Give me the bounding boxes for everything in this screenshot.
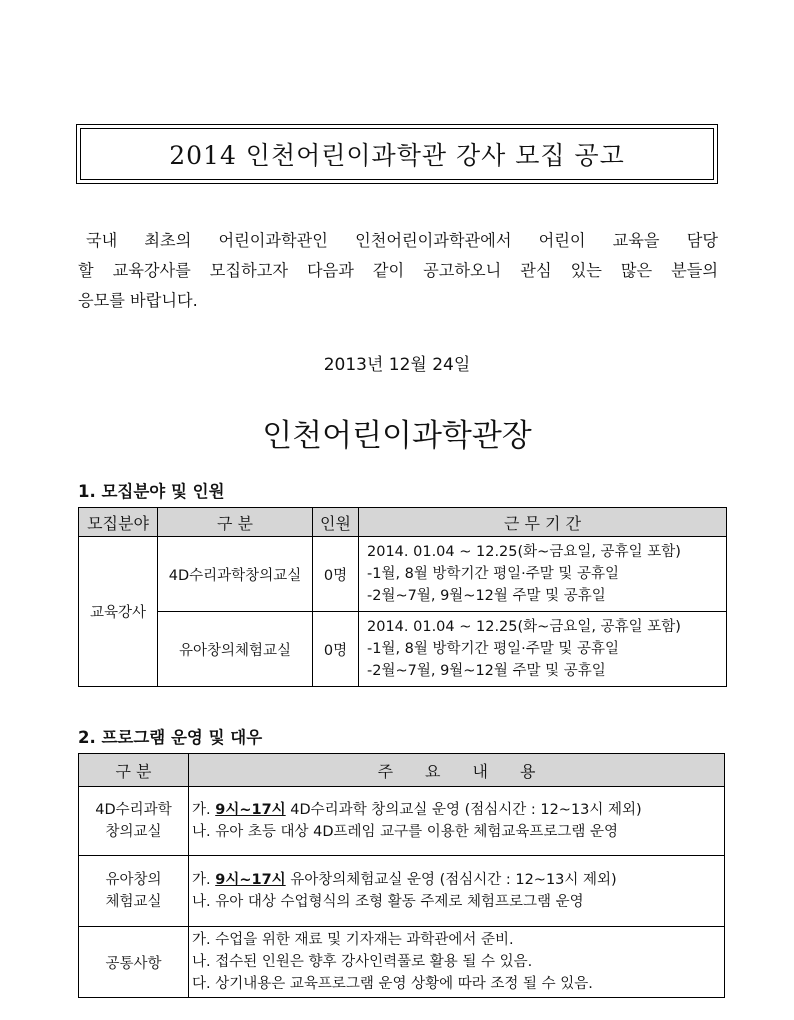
page-title: 2014 인천어린이과학관 강사 모집 공고: [80, 128, 714, 180]
content-line: [192, 891, 724, 913]
period-line: 2014. 01.04 ~ 12.25(화~금요일, 공휴일 포함): [367, 544, 681, 560]
item-marker: 나.: [192, 824, 216, 840]
division-line: 체험교실: [105, 894, 162, 910]
item-text: 유아 대상 수업형식의 조형 활동 주제로 체험프로그램 운영: [215, 894, 584, 910]
section-title: 2. 프로그램 운영 및 대우: [78, 728, 263, 747]
section-title: 1. 모집분야 및 인원: [78, 482, 225, 501]
content-line: [192, 951, 724, 973]
period-cell: [359, 612, 727, 687]
item-marker: 가.: [192, 932, 216, 948]
table-header-row: [79, 754, 725, 787]
division-line: 유아창의: [105, 872, 162, 888]
item-marker: 나.: [192, 894, 216, 910]
program-table: [78, 753, 725, 998]
intro-line: 할 교육강사를 모집하고자 다음과 같이 공고하오니 관심 있는 많은 분들의: [78, 261, 718, 280]
period-line: -1월, 8월 방학기간 평일·주말 및 공휴일: [367, 641, 620, 657]
content-cell: [189, 856, 725, 927]
table-row: [79, 927, 725, 998]
content-line: [192, 973, 724, 995]
recruitment-table: [78, 507, 727, 687]
intro-line: 응모를 바랍니다.: [78, 291, 198, 310]
period-cell: [359, 537, 727, 612]
content-line: [192, 869, 724, 891]
item-marker: 다.: [192, 976, 216, 992]
item-marker: 가.: [192, 802, 216, 818]
table-row: [79, 787, 725, 856]
content-cell: [189, 927, 725, 998]
signer: 인천어린이과학관장: [262, 418, 532, 454]
item-text: 4D수리과학 창의교실 운영 (점심시간 : 12~13시 제외): [285, 802, 642, 818]
content-line: [192, 799, 724, 821]
period-line: -1월, 8월 방학기간 평일·주말 및 공휴일: [367, 566, 620, 582]
division-cell: 유아창의체험교실: [158, 612, 313, 687]
table-row: [79, 537, 727, 612]
division-line: 창의교실: [105, 824, 162, 840]
item-text: 접수된 인원은 향후 강사인력풀로 활용 될 수 있음.: [215, 954, 533, 970]
item-text: 유아 초등 대상 4D프레임 교구를 이용한 체험교육프로그램 운영: [215, 824, 619, 840]
table-header-row: [79, 508, 727, 537]
item-marker: 가.: [192, 872, 216, 888]
division-line: 4D수리과학: [95, 802, 172, 818]
content-line: [192, 929, 724, 951]
count-cell: 0명: [313, 537, 359, 612]
field-cell: 교육강사: [79, 537, 158, 687]
division-cell: [79, 856, 189, 927]
column-header: 구 분: [79, 754, 189, 787]
period-line: -2월~7월, 9월~12월 주말 및 공휴일: [367, 588, 606, 604]
hours-text: 9시~17시: [215, 802, 286, 818]
column-header: 주 요 내 용: [189, 754, 725, 787]
item-marker: 나.: [192, 954, 216, 970]
announcement-date: 2013년 12월 24일: [323, 355, 471, 375]
division-cell: 공통사항: [79, 927, 189, 998]
title-box: [76, 124, 718, 184]
content-line: [192, 821, 724, 843]
intro-paragraph: [78, 226, 718, 316]
hours-text: 9시~17시: [215, 872, 286, 888]
table-row: [79, 612, 727, 687]
column-header: 구 분: [158, 508, 313, 537]
count-cell: 0명: [313, 612, 359, 687]
division-cell: 4D수리과학창의교실: [158, 537, 313, 612]
item-text: 유아창의체험교실 운영 (점심시간 : 12~13시 제외): [285, 872, 617, 888]
item-text: 수업을 위한 재료 및 기자재는 과학관에서 준비.: [215, 932, 514, 948]
period-line: 2014. 01.04 ~ 12.25(화~금요일, 공휴일 포함): [367, 619, 681, 635]
column-header: 모집분야: [79, 508, 158, 537]
content-cell: [189, 787, 725, 856]
division-cell: [79, 787, 189, 856]
column-header: 인원: [313, 508, 359, 537]
column-header: 근 무 기 간: [359, 508, 727, 537]
period-line: -2월~7월, 9월~12월 주말 및 공휴일: [367, 663, 606, 679]
table-row: [79, 856, 725, 927]
intro-line: 국내 최초의 어린이과학관인 인천어린이과학관에서 어린이 교육을 담당: [86, 231, 718, 250]
item-text: 상기내용은 교육프로그램 운영 상황에 따라 조정 될 수 있음.: [215, 976, 593, 992]
